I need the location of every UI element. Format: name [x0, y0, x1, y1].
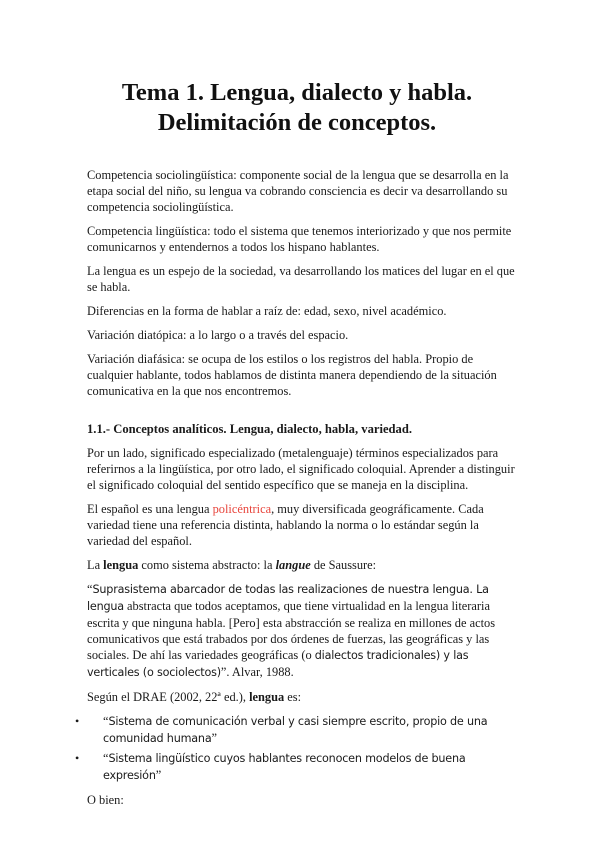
quote-run-serif: abstracta que todos aceptamos, que tiene virtualidad en la lengua literaria escrita y que ninguna habla. [Pero] esta abstracción se realiza en millones de actos comunicativos que está trabados por dos órdenes de fuerzas, las geográficas y las sociales. De ahí las variedades geográficas (o	[87, 599, 496, 662]
paragraph-differences: Diferencias en la forma de hablar a raíz de: edad, sexo, nivel académico.	[87, 304, 447, 318]
text-run: La	[87, 558, 104, 572]
quote-run-sans: Suprasistema abarcador de todas las realizaciones de nuestra lengua. La lengua	[87, 583, 489, 613]
quote-alvar	[87, 581, 517, 681]
paragraph-langue	[87, 557, 517, 573]
list-item: • “Sistema de comunicación verbal y casi siempre escrito, propio de una comunidad humana”	[75, 714, 488, 745]
text-run: de Saussure:	[310, 558, 377, 572]
bold-lengua: lengua	[103, 558, 139, 572]
bullet-icon: •	[75, 714, 80, 728]
text-run: como sistema abstracto: la	[138, 558, 276, 572]
text-run: , muy diversificada geográficamente. Cada variedad tiene una referencia distinta, hablando la norma o lo estándar según la variedad del español.	[87, 502, 484, 548]
paragraph-mirror: La lengua es un espejo de la sociedad, va desarrollando los matices del lugar en el que se habla.	[87, 264, 515, 294]
highlight-policentrica: policéntrica	[212, 502, 272, 516]
section-heading: 1.1.- Conceptos analíticos. Lengua, dialecto, habla, variedad.	[87, 422, 413, 436]
quote-author: Alvar, 1988.	[229, 665, 294, 679]
quote-mark: ”.	[220, 665, 230, 679]
bold-lengua: lengua	[249, 690, 285, 704]
paragraph-diatopic: Variación diatópica: a lo largo o a través del espacio.	[87, 328, 349, 342]
italic-langue: langue	[275, 558, 311, 572]
paragraph-linguistic: Competencia lingüística: todo el sistema que tenemos interiorizado y que nos permite comunicarnos y entendernos a todos los hispano hablantes.	[87, 224, 512, 254]
text-run: El español es una lengua	[87, 502, 213, 516]
page-title	[82, 78, 512, 138]
paragraph-polycentric	[87, 501, 517, 549]
paragraph-drae	[87, 689, 517, 705]
paragraph-sociolinguistic: Competencia sociolingüística: componente social de la lengua que se desarrolla en la etapa social del niño, su lengua va cobrando consciencia es decir va desarrollando su competencia sociolingüística.	[87, 168, 509, 214]
definition-list	[75, 713, 517, 784]
quote-run-sans: dialectos tradicionales) y las verticales (o sociolectos)	[87, 649, 469, 679]
list-item-text: Sistema de comunicación verbal y casi siempre escrito, propio de una comunidad humana	[103, 715, 488, 745]
bullet-icon: •	[75, 751, 80, 765]
paragraph-meaning: Por un lado, significado especializado (metalenguaje) términos especializados para referirnos a la lingüística, por otro lado, el significado coloquial. Aprender a distinguir el significado coloquial del sentido específico que se maneja en la disciplina.	[87, 446, 515, 492]
text-run: Según el DRAE (2002, 22ª ed.),	[87, 690, 250, 704]
quote-mark: “	[87, 582, 93, 596]
paragraph-closing: O bien:	[87, 793, 124, 807]
document-page	[75, 0, 517, 808]
paragraph-diaphasic: Variación diafásica: se ocupa de los estilos o los registros del habla. Propio de cualquier hablante, todos hablamos de distinta manera dependiendo de la situación comunicativa en la que nos encontremos.	[87, 352, 497, 398]
list-item: • “Sistema lingüístico cuyos hablantes reconocen modelos de buena expresión”	[75, 751, 466, 782]
title-line-1: Tema 1. Lengua, dialecto y habla.	[121, 79, 473, 106]
title-line-2: Delimitación de conceptos.	[157, 109, 437, 136]
text-run: es:	[284, 690, 302, 704]
list-item-text: Sistema lingüístico cuyos hablantes reconocen modelos de buena expresión	[103, 752, 466, 782]
